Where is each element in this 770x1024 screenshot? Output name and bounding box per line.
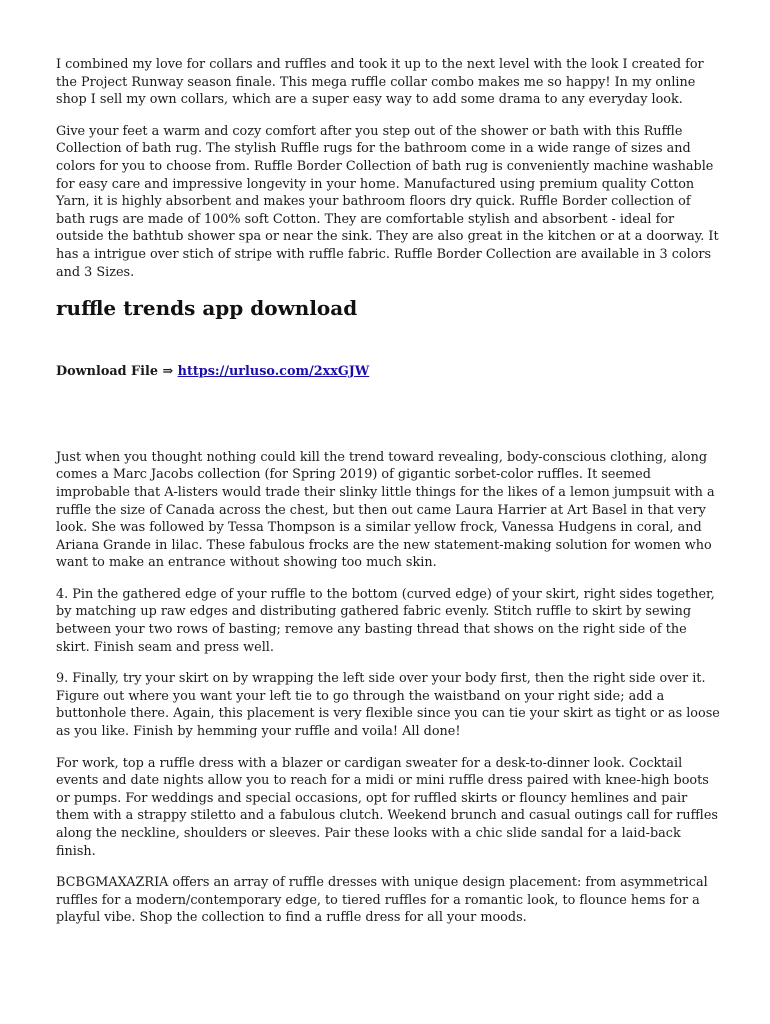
spacer (56, 381, 720, 449)
paragraph-collars: I combined my love for collars and ruffles and took it up to the next level with the look I created for the Project Runway season finale. This mega ruffle collar combo makes me so happy! In my online shop I sell my own collars, which are a super easy way to add some drama to any everyday look. (56, 57, 704, 108)
document-page (56, 56, 720, 941)
download-link[interactable]: https://urluso.com/2xxGJW (177, 364, 370, 380)
paragraph-step-9: 9. Finally, try your skirt on by wrapping the left side over your body first, then the right side over it. Figure out where you want your left tie to go through the waistband on your right side; add a buttonhole there. Again, this placement is very flexible since you can tie your skirt as tight or as loose as you like. Finish by hemming your ruffle and voila! All done! (56, 671, 720, 740)
section-heading: ruffle trends app download (56, 296, 358, 321)
download-line (56, 363, 720, 381)
paragraph-bath-rug: Give your feet a warm and cozy comfort after you step out of the shower or bath with this Ruffle Collection of bath rug. The stylish Ruffle rugs for the bathroom come in a wide range of sizes and colors for you to choose from. Ruffle Border Collection of bath rug is conveniently machine washable for easy care and impressive longevity in your home. Manufactured using premium quality Cotton Yarn, it is highly absorbent and makes your bathroom floors dry quick. Ruffle Border collection of bath rugs are made of 100% soft Cotton. They are comfortable stylish and absorbent - ideal for outside the bathtub shower spa or near the sink. They are also great in the kitchen or at a doorway. It has a intrigue over stich of stripe with ruffle fabric. Ruffle Border Collection are available in 3 colors and 3 Sizes. (56, 123, 719, 280)
paragraph-marc-jacobs: Just when you thought nothing could kill the trend toward revealing, body-conscious clothing, along comes a Marc Jacobs collection (for Spring 2019) of gigantic sorbet-color ruffles. It seemed improbable that A-listers would trade their slinky little things for the likes of a lemon jumpsuit with a ruffle the size of Canada across the chest, but then out came Laura Harrier at Art Basel in that very look. She was followed by Tessa Thompson is a similar yellow frock, Vanessa Hudgens in coral, and Ariana Grande in lilac. These fabulous frocks are the new statement-making solution for women who want to make an entrance without showing too much skin. (56, 449, 715, 571)
download-label: Download File ⇒ (56, 364, 178, 380)
paragraph-step-4: 4. Pin the gathered edge of your ruffle to the bottom (curved edge) of your skirt, right sides together, by matching up raw edges and distributing gathered fabric evenly. Stitch ruffle to skirt by sewing between your two rows of basting; remove any basting thread that shows on the right side of the skirt. Finish seam and press well. (56, 586, 715, 655)
paragraph-bcbg: BCBGMAXAZRIA offers an array of ruffle dresses with unique design placement: from asymmetrical ruffles for a modern/contemporary edge, to tiered ruffles for a romantic look, to flounce hems for a playful vibe. Shop the collection to find a ruffle dress for all your moods. (56, 875, 708, 926)
paragraph-styling-tips: For work, top a ruffle dress with a blazer or cardigan sweater for a desk-to-dinner look. Cocktail events and date nights allow you to reach for a midi or mini ruffle dress paired with knee-high boots or pumps. For weddings and special occasions, opt for ruffled skirts or flouncy hemlines and pair them with a strappy stiletto and a fabulous clutch. Weekend brunch and casual outings call for ruffles along the neckline, shoulders or sleeves. Pair these looks with a chic slide sandal for a laid-back finish. (56, 755, 718, 859)
